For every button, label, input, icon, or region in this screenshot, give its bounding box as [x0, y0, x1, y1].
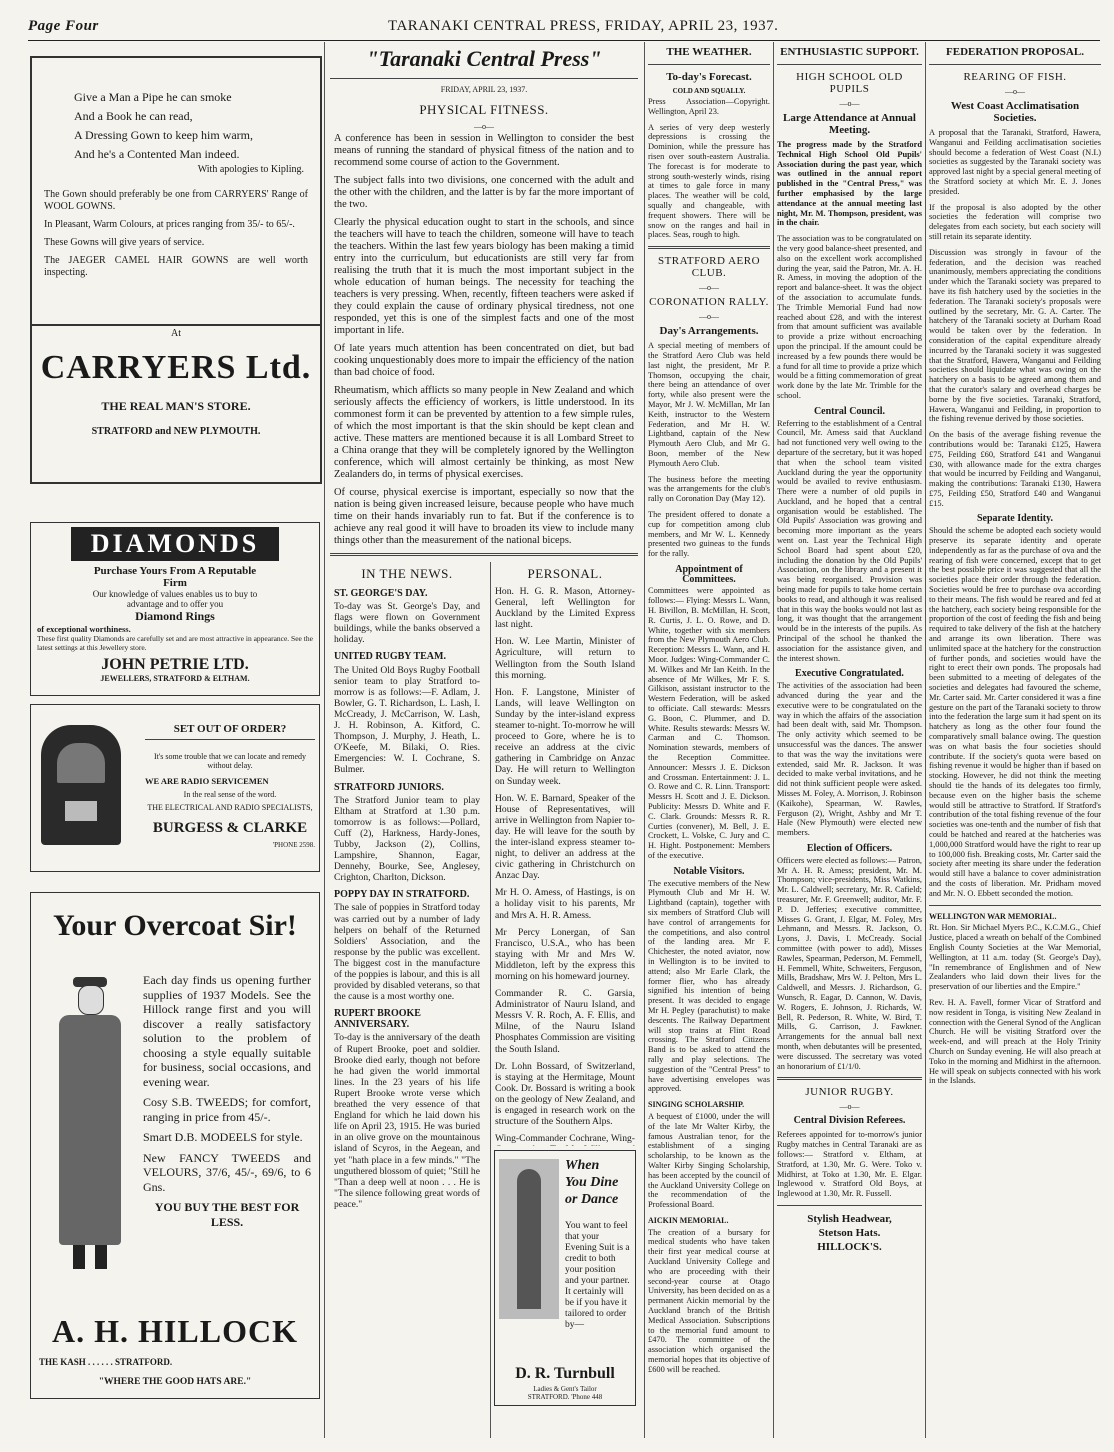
carryers-ad-footer — [30, 322, 322, 484]
federation-text: If the proposal is also adopted by the other societies the federation will comprise two delegates from each society, but each society will still retain its separate identity. — [929, 202, 1101, 241]
turnbull-ad — [494, 1150, 636, 1406]
old-pupils-column: ENTHUSIASTIC SUPPORT. HIGH SCHOOL OLD PUPILS —o— Large Attendance at Annual Meeting. The progress made by the Stratford Technical High School Old Pupils' Association during the past year, which was outlined in the annual report published in the "Central Press," was further emphasised by the large attendance at the annual meeting last night, Mr. M. Thompson, president, was in the chair. The association was to be congratulated on the very good balance-sheet presented, and also on the excellent work accomplished during the year, said the Patron, Mr. A. H. R. Amess, in moving the adoption of the report and balance-sheet. It was the object of the association to accumulate funds. The Trimble Memorial Fund had now reached about £28, and with the interest from that amount sufficient was available to provide a prize without encroaching upon the principal. If the amount could be increased by a few pounds there would be a fund for all time to provide a prize which would be a fitting commemoration of great work done by the late Mr. Trimble for the school. Central Council. Referring to the establishment of a Central Council, Mr. Amess said that Auckland had not functioned very well owing to the departure of the secretary, but it was hoped that when the school team visited Auckland during the year the opportunity would be availed to revive enthusiasm. There were a number of old pupils in Auckland, and he hoped that a central organisation would be established. The Old Pupils' Association was growing and becoming more important as the years went on. Last year the Technical High School Board had spent about £20, including the donation by the Old Pupils' Association, on the library and a present it was being reorganised. Provision was being made for pupils to take home certain books to read, and although it was realised that in this way the books would not last as long, it was thought that the arrangement would be in the interests of the pupils. As Principal of the school he thanked the association for the assistance given, and the interest shown. Executive Congratulated. The activities of the association had been advanced during the year and the executive were to be congratulated on the way in which the affairs of the association had been dealt with, said Mr. Thompson. The only activity which seemed to be unsuccessful was the dances. The answer to that was the way the invitations were extended, said Mr. R. Jackson. It was decided to make verbal invitations, and he did not think sufficient people were asked. Misses M. Foley, A. Morrison, J. Robinson (Kaikohe), Spearman, W. Rawles, Ferguson (2), Wright, Ashby and Mr T. Hale (New Plymouth) were elected new members. Election of Officers. Officers were elected as follows:— Patron, Mr A. H. R. Amess; president, Mr. M. Thompson; vice-presidents, Miss Watkins, Mr. L. Caldwell; secretary, Mr. R. Cafield; treasurer, Mr. F. Greenwell; auditor, Mr. F. P. D. Jefferies; executive committee, Misses G. Grant, J. Elgar, M. Foley, Mrs Lehmann, and Messrs. R. Jackson, O. Lyons, J. Davis, I. McCready. Social committee (with power to add), Misses Rawles, Spearman, Pederson, M. Femmell, H. Femmell, White, Schweiters, Ferguson, Mills, Bradshaw, Mrs W. J. Pelton, Mrs L. Caldwell, and Messrs. J. Richardson, G. Wunsch, R. Eagar, D. Cannon, W. Davis, W. Rogers, E. Johnson, J. Richards, W. Bell, R. Pederson, R. White, W. Bird, T. Mills, G. Carrison, J. Fawkner. Arrangements for the annual ball next month, when debutantes will be presented, were discussed. The secretary was voted an honorarium of £1/1/0. JUNIOR RUGBY. —o— Central Division Referees. Referees appointed for to-morrow's junior Rugby matches in Central Taranaki are as follows:— Stratford v. Eltham, at Stratford, at 1.30, Mr. G. Were. Toko v. Midhirst, at Toko at 1.30, Mr. E. Elgar. Inglewood v. Stratford Old Boys, at Inglewood at 1.30, Mr. R. Fussell. Stylish Headwear, Stetson Hats. HILLOCK'S. — [777, 46, 922, 1253]
hillock-ad — [30, 892, 320, 1399]
hillock-headline: Your Overcoat Sir! — [53, 909, 297, 942]
carryers-slogan: THE REAL MAN'S STORE. — [101, 399, 251, 413]
page-number: Page Four — [28, 18, 99, 34]
column-rule — [925, 42, 926, 1438]
poem-line: Give a Man a Pipe he can smoke — [74, 90, 232, 104]
petrie-headline: Purchase Yours From A Reputable Firm — [93, 565, 257, 589]
petrie-text: of exceptional worthiness. — [37, 624, 131, 634]
federation-column: FEDERATION PROPOSAL. REARING OF FISH. —o— West Coast Acclimatisation Societies. A proposal that the Taranaki, Stratford, Hawera, Wanganui and Feilding acclimatisation societies should become a federation of West Coast (N.I.) societies as suggested by the Taranaki society was approved last night by a special general meeting of the Stratford society at which Mr. E. J. Jones presided. If the proposal is also adopted by the other societies the federation will comprise two delegates from each society, but each society will still retain its separate identity. Discussion was strongly in favour of the federation, and the decision was reached unanimously, members appreciating the conditions under which the Taranaki society was prepared to have its fish hatchery used by the societies in the federation. The Taranaki society's proposals were outlined by the secretary, Mr. G. A. Carter. The hatchery of the Taranaki society at Durham Road would be taken over by the federation. In consideration of the capital expenditure already incurred by the Taranaki society it was suggested that the Stratford, Hawera, Wanganui and Feilding societies should liquidate what was owing on the hatchery on a basis to be agreed among them and that the curator's salary and overhead charges be borne by the five societies. Taranaki, Stratford, Hawera, Wanganui and Feilding, in proportion to the fishing revenue derived by those societies. On the basis of the average fishing revenue the contributions would be: Taranaki £125, Hawera £75, Feilding £60, Stratford £41 and Wanganui £30, with allowance made for the extra charges that would be incurred by Feilding and Wanganui, making the contributions: Taranaki £130, Hawera £75, Feilding £50, Stratford £40 and Wanganui £15. Separate Identity. Should the scheme be adopted each society would preserve its separate identity and operate independently as far as the purchase of ova and the rearing of fish were concerned, except that to get the best possible price it was suggested that all the societies place their order through the federation. Societies would be free to purchase ova according to their means. The fish would be reared and fed at the hatchery, each society being responsible for the proportion of the cost of feeding the fish and being required to take delivery of the fish at the hatchery and arrange its own liberation. There was unlimited space at the hatchery for the construction of further ponds, and societies would have the right to erect their own ponds. The proposals had been submitted to a meeting of delegates of the societies and delegates had favoured the scheme, Mr. Carter said. Mr. Carter considered it was a fine gesture on the part of the Taranaki society to throw into the federation the large sum it had spent on its hatchery as long as the other four found the comparatively small balance owing. The question was on what basis the four societies should contribute. If the society's quota were based on fishing revenue it would be higher than if based on stocking. However, he did not think the meeting should tie the hands of its delegates too firmly, because even on the higher basis the scheme would still be attractive to Stratford. If Stratford's contribution of the total fishing revenue of the four societies was one-tenth and the number of fish that could be hatched and reared at the hatcheries was 1,000,000 Stratford would have the right to rear up to 100,000 fish. Breaking costs, Mr. Carter said the society after meeting its share under the federation would still have a balance to cover administration and the costs of liberation. Mr. Pridham moved and Mr. N. O. Ebbett seconded the motion. WELLINGTON WAR MEMORIAL. Rt. Hon. Sir Michael Myers P.C., K.C.M.G., Chief Justice, placed a wreath on behalf of the Combined English County Societies at the War Memorial, Wellington, at 11 a.m. today (St. George's Day), "In remembrance of Englishmen and of New Zealanders who laid down their lives for the preservation of our liberties and the Empire." Rev. H. A. Favell, former Vicar of Stratford and now resident in Tonga, is visiting New Zealand in connection with the General Synod of the Anglican Church. He will be visiting Stratford over the week-end, and will preach at the Holy Trinity Church on Sunday evening. He will also preach at Toko in the morning and Midhirst in the afternoon. He will speak on subjects connected with his work in the Islands. — [929, 46, 1101, 1086]
aero-text: Committees were appointed as follows:— Flying: Messrs L. Wann, H. Bivillon, B. McMillan, H. Scott, R. Curtis, J. L. O. Rowe, and D. White, together with six members from the New Plymouth Aero Club. Reception: Messrs L. Wann, and H. Moor. Judges: Wing-Commander C. M. Wilkes and Mr Ian Keith. In the absence of Mr Wilkes, Mr F. S. Gilkison, assistant instructor to the Western Federation, will be asked to officiate. Call stewards: Messrs G. Boon, C. Plummer, and D. White. Results stewards: Messrs W. Carman and C. Thomson. Nomination stewards, members of the Reception Committee. Announcer: Messrs J. E. Dickson and Crossman. Entertainment: J. L. O. Rowe and C. R. Linn. Transport: Messrs H. Scott and J. E. Dickson. Publicity: Messrs D. White and F. C. Clark. Grounds: Messrs R. R. Curties (convener), M. Bell, J. E. Crockett, L. Volske, C. Jury and C. H. Hight. Postponement: Members of the executive. — [648, 586, 770, 860]
federation-headline2: REARING OF FISH. — [963, 71, 1067, 83]
editorial-headline: PHYSICAL FITNESS. — [419, 102, 549, 117]
federation-text: Rev. H. A. Favell, former Vicar of Stratford and now resident in Tonga, is visiting New Zealand in connection with the General Synod of the Anglican Church. He will be visiting Stratford over the week-end, and will preach at the Holy Trinity Church on Sunday evening. He will also preach at Toko in the morning and Midhirst in the afternoon. He will speak on subjects connected with his work in the Islands. — [929, 997, 1101, 1086]
editorial-date: FRIDAY, APRIL 23, 1937. — [440, 85, 528, 94]
petrie-text: Our knowledge of values enables us to buy to advantage and to offer you — [92, 589, 258, 609]
aero-text: A special meeting of members of the Stratford Aero Club was held last night, the president, Mr P. Thomson, occupying the chair, there being an attendance of over forty, while also present were the Mayor, Mr J. W. McMillan, Mr Ian Keith, instructor to the Western Federation, and Mr H. W. Lightband, captain of the New Plymouth Aero Club, and Mr G. Boon, member of the New Plymouth Aero Club. — [648, 341, 770, 468]
aero-text: The executive members of the New Plymouth Club and Mr H. W. Lightband (captain), together with six members of Stratford Club will have control of arrangements for the competitions, and also control of the landing area. Mr F. Chichester, the noted aviator, now in Wellington is to be invited to attend; also Mr Earle Clark, the former flier, who has already signified his intention of being present. It was decided to engage Mr H. Pegley (parachutist) to make descents. The Railway Department will stop trains at Flint Road crossing. The Stratford Citizens Band is to be asked to attend the rally and play selections. The suggestion of the "Central Press" to have advertising envelopes was approved. — [648, 878, 770, 1094]
ad-text: In Pleasant, Warm Colours, at prices ranging from 35/- to 65/-. — [44, 219, 295, 230]
federation-cap: Separate Identity. — [976, 513, 1054, 525]
editorial-paragraph: Of late years much attention has been concentrated on diet, but bad cooking unquestionably does more to impair the efficiency of the nation than bad choice of food. — [334, 343, 634, 378]
petrie-ad — [30, 522, 320, 696]
editorial-paragraph: The subject falls into two divisions, one concerned with the adult and the other with the children, and the latter is by far the more important of the two. — [334, 175, 634, 210]
news-item-title: STRATFORD JUNIORS. — [334, 781, 444, 793]
turnbull-headline: or Dance — [565, 1192, 619, 1207]
news-item-text: The Stratford Junior team to play Eltham at Stratford at 1.30 p.m. tomorrow is as follows:—Pollard, Cuff (2), Harkness, Hardy-Jones, Tubby, Jackson (2), Collins, Lampshire, Shannon, Eagar, Dennehy, Bourke, See, Anglesey, Crighton, Charlton, Dickson. — [334, 794, 480, 884]
federation-text: Rt. Hon. Sir Michael Myers P.C., K.C.M.G., Chief Justice, placed a wreath on behalf of the Combined English County Societies at the War Memorial, Wellington, at 11 a.m. today (St. George's Day), "In remembrance of Englishmen and of New Zealanders who laid down their lives for the preservation of our liberties and the Empire." — [929, 923, 1101, 992]
federation-text: Should the scheme be adopted each society would preserve its separate identity and operate independently as far as the purchase of ova and the rearing of fish were concerned, except that to get the best possible price it was suggested that all the societies place their order through the federation. Societies would be free to purchase ova according to their means. The fish would be reared and fed at the hatchery, each society being responsible for the proportion of the cost of feeding the fish and being required to take delivery of the fish at the hatchery and arrange its own liberation. There was unlimited space at the hatchery for the construction of further ponds, and societies would have the right to erect their own ponds. The proposals had been submitted to a meeting of delegates of the societies and delegates had favoured the scheme, Mr. Carter said. Mr. Carter considered it was a fine gesture on the part of the Taranaki society to throw into the federation the large sum it had spent on its hatchery as long as the other four found the comparatively small balance owing. The question was on what basis the four societies should contribute. If the society's quota were based on fishing revenue it would be higher than if based on stocking. However, he did not think the meeting should tie the hands of its delegates too firmly, because even on the higher basis the scheme would still be attractive to Stratford. If Stratford's contribution of the total fishing revenue of the four societies was one-tenth and the number of fish that could be hatched and reared at the hatcheries was 1,000,000 Stratford would have the right to rear up to 100,000 fish. Breaking costs, Mr. Carter said the society after meeting its share under the federation would still have a balance to cover administration and the costs of liberation. Mr. Pridham moved and Mr. N. O. Ebbett seconded the motion. — [929, 526, 1101, 898]
ad-at: At — [171, 328, 181, 339]
weather-assoc: Press Association—Copyright. Wellington, April 23. — [648, 97, 770, 116]
oldpupils-text: The association was to be congratulated on the very good balance-sheet presented, and also on the excellent work accomplished during the year, said the Patron, Mr. A. H. R. Amess, in moving the adoption of the report and balance-sheet. It was the object of the association to accumulate funds. The Trimble Memorial Fund had now reached about £28, and with the interest from that amount sufficient was available to provide a prize without encroaching upon the principal. If the amount could be increased by a few pounds there would be a fund for all time to provide a prize which would be a fitting commemoration of great work done by the late Mr. Trimble for the school. — [777, 234, 922, 400]
ad-text: These Gowns will give years of service. — [44, 237, 205, 248]
federation-text: On the basis of the average fishing revenue the contributions would be: Taranaki £125, Hawera £75, Feilding £60, Stratford £41 and Wanganui £30, with allowance made for the extra charges that would be incurred by Feilding and Wanganui, making the contributions: Taranaki £130, Hawera £75, Feilding £50, Stratford £40 and Wanganui £15. — [929, 430, 1101, 508]
petrie-rings: Diamond Rings — [135, 609, 215, 623]
aero-text: The creation of a bursary for medical students who have taken their first year medical course at Auckland University College and who are proceeding with their second-year course at Otago University, has been decided on as a permanent Aickin memorial by the Auckland branch of the British Medical Association. Subscriptions to the memorial fund amount to £470. The committee of the association which organised the memorial hopes that its objective of £600 will be reached. — [648, 1227, 770, 1374]
weather-sub2: COLD AND SQUALLY. — [672, 87, 746, 95]
rugby-text: Referees appointed for to-morrow's junior Rugby matches in Central Taranaki are as follows:— Stratford v. Eltham, at Stratford, at 1.30, Mr. G. Were. Toko v. Midhirst, at Toko at 1.30, Mr. E. Elgar. Inglewood v. Stratford Old Boys, at Inglewood at 1.30, Mr. R. Fussell. — [777, 1130, 922, 1199]
news-item-text: The United Old Boys Rugby Football senior team to play Stratford to-morrow is as follows:—F. Adlam, J. Bowler, G. T. Richardson, L. Lash, I. McCready, J. McCarrison, W. Lash, J. H. Robinson, A. Kitford, C. Thompson, J. Murphy, J. Heath, L. O'Keefe, M. Bilaki, O. Ries. Emergencies: W. I. Cochrane, S. Bulmer. — [334, 664, 480, 776]
hillock-name: A. H. HILLOCK — [52, 1313, 298, 1349]
man-in-overcoat-image — [45, 977, 135, 1277]
oldpupils-cap: Election of Officers. — [806, 842, 893, 854]
poem-line: And a Book he can read, — [74, 109, 193, 123]
oldpupils-sub: Large Attendance at Annual Meeting. — [783, 112, 916, 136]
editorial-paragraph: A conference has been in session in Wellington to consider the best means of running the standard of physical fitness of the nation and to recommend some course of action to the Government. — [334, 133, 634, 168]
oldpupils-text: Officers were elected as follows:— Patron, Mr A. H. R. Amess; president, Mr. M. Thompson; vice-presidents, Miss Watkins, Mr. L. Caldwell; secretary, Mr. R. Cafield; treasurer, Mr. F. Greenwell; auditor, Mr. F. P. D. Jefferies; executive committee, Misses G. Grant, J. Elgar, M. Foley, Mrs Lehmann, and Messrs. R. Jackson, O. Lyons, J. Davis, I. McCready. Social committee (with power to add), Misses Rawles, Spearman, Pederson, M. Femmell, H. Femmell, White, Schweiters, Ferguson, Mills, Bradshaw, Mrs W. J. Pelton, Mrs L. Caldwell, and Messrs. J. Richardson, G. Wunsch, R. Eagar, D. Cannon, W. Davis, W. Rogers, E. Johnson, J. Richards, W. Bell, R. Pederson, R. White, W. Bird, T. Mills, G. Carrison, J. Fawkner. Arrangements for the annual ball next month, when debutantes will be presented, were discussed. The secretary was voted an honorarium of £1/1/0. — [777, 855, 922, 1071]
federation-sub: West Coast Acclimatisation Societies. — [950, 100, 1080, 124]
weather-aero-column: THE WEATHER. To-day's Forecast. COLD AND SQUALLY. Press Association—Copyright. Wellington, April 23. A series of very deep westerly depressions is crossing the Dominion, while the pressure has risen over south-eastern Australia. The forecast is for moderate to strong south-westerly winds, rising at times to gale force in many places. The weather will be cold, squally and changeable, with frequent showers. There will be snow on the ranges and hail in places. Seas, rough to high. STRATFORD AERO CLUB. —o— CORONATION RALLY. —o— Day's Arrangements. A special meeting of members of the Stratford Aero Club was held last night, the president, Mr P. Thomson, occupying the chair, there being an attendance of over forty, while also present were the Mayor, Mr J. W. McMillan, Mr Ian Keith, instructor to the Western Federation, and Mr H. W. Lightband, captain of the New Plymouth Aero Club, and Mr G. Boon, member of the New Plymouth Aero Club. The business before the meeting was the arrangements for the club's rally on Coronation Day (May 12). The president offered to donate a cup for competition among club members, and Mr W. L. Kennedy presented two guineas to the funds for the rally. Appointment of Committees. Committees were appointed as follows:— Flying: Messrs L. Wann, H. Bivillon, B. McMillan, H. Scott, R. Curtis, J. L. O. Rowe, and D. White, together with six members from the New Plymouth Aero Club. Reception: Messrs L. Wann, and H. Moor. Judges: Wing-Commander C. M. Wilkes and Mr Ian Keith. In the absence of Mr Wilkes, Mr F. S. Gilkison, assistant instructor to the Western Federation, will be asked to officiate. Call stewards: Messrs G. Boon, C. Plummer, and D. White. Results stewards: Messrs W. Carman and C. Thomson. Nomination stewards, members of the Reception Committee. Announcer: Messrs J. E. Dickson and Crossman. Entertainment: J. L. O. Rowe and C. R. Linn. Transport: Messrs H. Scott and J. E. Dickson. Publicity: Messrs D. White and F. C. Clark. Grounds: Messrs R. R. Curties (convener), M. Bell, J. E. Crockett, L. Volske, C. Jury and C. H. Hight. Postponement: Members of the executive. Notable Visitors. The executive members of the New Plymouth Club and Mr H. W. Lightband (captain), together with six members of Stratford Club will have control of arrangements for the competitions, and also control of the landing area. Mr F. Chichester, the noted aviator, now in Wellington is to be invited to attend; also Mr Earle Clark, the former flier, who has already signified his intention of being present. It was decided to engage Mr H. Pegley (parachutist) to make descents. The Railway Department will stop trains at Flint Road crossing. The Stratford Citizens Band is to be asked to attend the rally and play selections. The suggestion of the "Central Press" to have advertising envelopes was approved. SINGING SCHOLARSHIP. A bequest of £1000, under the will of the late Mr Walter Kirby, the famous Australian tenor, for the establishment of a singing scholarship, to be known as the Walter Kirby Singing Scholarship, has been accepted by the council of the Auckland University College on the recommendation of the Professional Board. AICKIN MEMORIAL. The creation of a bursary for medical students who have taken their first year medical course at Auckland University College and who are proceeding with their second-year course at Otago University, has been decided on as a permanent Aickin memorial by the Auckland branch of the British Medical Association. Subscriptions to the memorial fund amount to £470. The committee of the association which organised the memorial hopes that its objective of £600 will be reached. — [648, 46, 770, 1374]
oldpupils-intro: The progress made by the Stratford Technical High School Old Pupils' Association during the past year, which was outlined in the annual report published in the "Central Press," was further emphasised by the large attendance at the annual meeting last night, Mr. M. Thompson, president, was in the chair. — [777, 140, 922, 228]
news-item-title: POPPY DAY IN STRATFORD. — [334, 889, 470, 901]
kipling-credit: With apologies to Kipling. — [197, 164, 304, 175]
federation-text: Discussion was strongly in favour of the federation, and the decision was reached unanimously, members appreciating the conditions under which the Taranaki society was prepared to have its fish hatchery used by the societies in the federation. The Taranaki society's proposals were outlined by the secretary, Mr. G. A. Carter. The hatchery of the Taranaki society at Durham Road would be taken over by the federation. In consideration of the capital expenditure already incurred by the Taranaki society it was suggested that the Stratford, Hawera, Wanganui and Feilding societies should liquidate what was owing on the hatchery on a basis to be agreed among them and that the curator's salary and overhead charges be borne by the five societies. Taranaki, Stratford, Hawera, Wanganui and Feilding, in proportion to the fishing revenue derived by those societies. — [929, 247, 1101, 424]
turnbull-name: D. R. Turnbull — [515, 1365, 615, 1382]
hillock-line: Cosy S.B. TWEEDS; for comfort, ranging in price from 45/-. — [143, 1095, 311, 1124]
personal-item: Commander R. C. Garsia, Administrator of Nauru Island, and Messrs V. R. Roch, A. F. Ellis, and Milne, of the Nauru Island Phosphates Commission are visiting the South Island. — [495, 988, 635, 1055]
petrie-name: JOHN PETRIE LTD. — [101, 656, 249, 673]
carryers-ad — [30, 56, 322, 326]
aero-text: A bequest of £1000, under the will of the late Mr Walter Kirby, the famous Australian tenor, for the establishment of a singing scholarship, to be known as the Walter Kirby Singing Scholarship, has been accepted by the council of the Auckland University College on the recommendation of the Professional Board. — [648, 1111, 770, 1210]
personal-item: Hon. W. Lee Martin, Minister of Agriculture, will return to Wellington from the South Island this morning. — [495, 636, 635, 681]
carryers-location: STRATFORD and NEW PLYMOUTH. — [91, 426, 261, 437]
personal-item: Hon. H. G. R. Mason, Attorney-General, left Wellington for Auckland by the Limited Express last night. — [495, 586, 635, 631]
personal-item: Hon. F. Langstone, Minister of Lands, will leave Wellington on Sunday by the inter-island express steamer to-night. To-morrow he will proceed to Gore, where he is to receive an address at the civic gathering in Cambridge on Anzac Day. He will return to Wellington on Sunday week. — [495, 686, 635, 787]
personal-item: Mr Percy Lonergan, of San Francisco, U.S.A., who has been staying with Mr and Mrs W. Middleton, left by the express this morning on his homeward journey. — [495, 926, 635, 982]
oldpupils-text: Referring to the establishment of a Central Council, Mr. Amess said that Auckland had not functioned very well owing to the departure of the secretary, but it was hoped that when the school team visited Auckland during the year the opportunity would be availed to revive enthusiasm. There were a number of old pupils in Auckland, and he hoped that a central organisation would be established. The Old Pupils' Association was growing and becoming more important as the years went on. Last year the Technical High School Board had spent about £20, including the donation by the Old Pupils' Association, on the library and a present it was being reorganised. Provision was being made for pupils to take home certain books to read, and although it was realised that in this way the books would not last as long, it was thought that the arrangement would be in the interests of the pupils. As Principal of the school he thanked the association for the assistance given, and the interest shown. — [777, 418, 922, 663]
oldpupils-cap: Central Council. — [813, 405, 886, 417]
radio-image — [41, 725, 121, 845]
carryers-logo: CARRYERS Ltd. — [40, 349, 312, 386]
burgess-name: BURGESS & CLARKE — [152, 820, 308, 836]
personal-item: Wing-Commander Cochrane, Wing- — [495, 1133, 635, 1145]
burgess-title: SET OUT OF ORDER? — [145, 723, 315, 740]
weather-text: A series of very deep westerly depressions is crossing the Dominion, while the pressure has risen over south-eastern Australia. The forecast is for moderate to strong south-westerly winds, rising at times to gale force in many places. The weather will be cold, squally and changeable, with frequent showers. There will be snow on the ranges and hail in places. Seas, rough to high. — [648, 122, 770, 240]
poem-line: A Dressing Gown to keep him warm, — [74, 128, 253, 142]
petrie-sub: JEWELLERS, STRATFORD & ELTHAM. — [100, 674, 250, 683]
masthead — [28, 18, 1100, 41]
aero-cap: Appointment of Committees. — [675, 563, 743, 585]
news-item-title: ST. GEORGE'S DAY. — [334, 588, 428, 599]
hillock-body: Each day finds us opening further supplies of 1937 Models. See the Hillock range first and you will discover a really satisfactory solution to the problem of choosing a style equally suitable for business, social occasions, and evening wear. — [143, 973, 311, 1089]
masthead-title: TARANAKI CENTRAL PRESS, FRIDAY, APRIL 23, 1937. — [388, 18, 779, 34]
turnbull-address: STRATFORD. 'Phone 448 — [527, 1393, 603, 1401]
dancers-image — [499, 1159, 559, 1319]
news-headline: IN THE NEWS. — [361, 566, 453, 581]
hillock-line: Smart D.B. MODEELS for style. — [143, 1130, 303, 1144]
hillock-line: New FANCY TWEEDS and VELOURS, 37/6, 45/-, 69/6, to 6 Gns. — [143, 1150, 311, 1194]
oldpupils-text: The activities of the association had been advanced during the year and the executive were to be congratulated on the way in which the affairs of the association had been dealt with, said Mr. Thompson. The only activity which seemed to be unsuccessful was the dances. The answer to that was the way the invitations were extended, said Mr. R. Jackson. It was decided to make verbal invitations, and he did not think sufficient people were asked. Misses M. Foley, A. Morrison, J. Robinson (Kaikohe), Spearman, W. Rawles, Ferguson (2), Wright, Ashby and Mr T. Hale (New Plymouth) were elected new members. — [777, 681, 922, 838]
column-rule — [644, 42, 645, 1438]
oldpupils-headline2: HIGH SCHOOL OLD PUPILS — [796, 71, 903, 95]
aero-text: The business before the meeting was the arrangements for the club's rally on Coronation Day (May 12). — [648, 474, 770, 504]
aero-headline: STRATFORD AERO CLUB. — [657, 255, 761, 280]
hillock-foot: THE KASH . . . . . . STRATFORD. — [39, 1357, 173, 1367]
aero-text: The president offered to donate a cup for competition among club members, and Mr W. L. Kennedy presented two guineas to the funds for the rally. — [648, 509, 770, 559]
paper-title: "Taranaki Central Press" — [366, 46, 602, 71]
editorial-paragraph: Rheumatism, which afflicts so many people in New Zealand and which seriously affects the efficiency of workers, is little understood. In its commonest form it can be prevented by attention to a few simple rules, of which the most important is that the skin should be kept clean and active. These matters are mentioned because it is all Lombard Street to a China orange that they will be completely ignored by the Wellington conference, which will almost certainly be thinking, as most New Zealanders do, in terms of physical exercises. — [334, 385, 634, 480]
hillock-small-ad: Stylish Headwear, — [807, 1212, 892, 1225]
turnbull-text: You want to feel that your Evening Suit is a credit to both your position and your partner. It certainly will be if you have it tailored to order by— — [565, 1221, 630, 1330]
turnbull-headline: When — [565, 1158, 600, 1173]
editorial-paragraph: Of course, physical exercise is important, especially so now that the nation is being given increased leisure, because people who have much time on their hands invariably run to fat. But if the conference is to achieve any real good it will have to broaden its view to include many things other than the measurement of the national biceps. — [334, 487, 634, 546]
personal-item: Mr H. O. Amess, of Hastings, is on a holiday visit to his parents, Mr and Mrs A. H. R. Amess. — [495, 887, 635, 921]
hillock-slogan: "WHERE THE GOOD HATS ARE." — [98, 1377, 252, 1387]
federation-headline: FEDERATION PROPOSAL. — [946, 46, 1084, 58]
column-rule — [773, 42, 774, 1438]
burgess-text: WE ARE RADIO SERVICEMEN — [145, 776, 269, 786]
burgess-phone: 'PHONE 2598. — [272, 841, 315, 849]
burgess-text: THE ELECTRICAL AND RADIO SPECIALISTS, — [147, 803, 313, 812]
aero-cap: AICKIN MEMORIAL. — [648, 1215, 729, 1225]
oldpupils-cap: Executive Congratulated. — [795, 668, 904, 680]
news-item-text: The sale of poppies in Stratford today was carried out by a number of lady helpers on behalf of the Returned Soldiers' Association, and the response by the public was excellent. The biggest cost in the manufacture of the poppies is labour, and this is all provided by disabled veterans, so that the cause is a most worthy one. — [334, 902, 480, 1003]
editorial-column: "Taranaki Central Press" FRIDAY, APRIL 23, 1937. PHYSICAL FITNESS. —o— A conference has been in session in Wellington to consider the best means of running the standard of physical fitness of the nation and to recommend some course of action to the Government. The subject falls into two divisions, one concerned with the adult and the other with the children, and the latter is by far the more important of the two. Clearly the physical education ought to start in the schools, and since the teachers will have to teach the children, someone will have to teach the teachers. Within the last few years biology has been making a timid entry into the curriculum, but educationists are still very far from realising the truth that it is much the most important subject in the whole education of human beings. The necessity for teaching the teachers is very pressing. When, recently, fifteen teachers were asked if they could explain the cause of ordinary physical tiredness, not one responded, yet this is one of the simplest facts and one of the most important in life. Of late years much attention has been concentrated on diet, but bad cooking unquestionably does more to impair the efficiency of the nation than bad choice of food. Rheumatism, which afflicts so many people in New Zealand and which seriously affects the efficiency of workers, is little understood. In its commonest form it can be prevented by attention to a few simple rules, of which the most important is that the skin should be kept clean and active. These matters are mentioned because it is all Lombard Street to a China orange that they will be completely ignored by the Wellington conference, which will almost certainly be thinking, as most New Zealanders do, in terms of physical exercises. Of course, physical exercise is important, especially so now that the nation is being given increased leisure, because people who have much time on their hands invariably run to fat. But if the conference is to achieve any real good it will have to broaden its view to include many things other than the measurement of the national biceps. IN THE NEWS. ST. GEORGE'S DAY. To-day was St. George's Day, and flags were flown on Government buildings, while the banks observed a holiday. UNITED RUGBY TEAM. The United Old Boys Rugby Football senior team to play Stratford to-morrow is as follows:—F. Adlam, J. Bowler, G. T. Richardson, L. Lash, I. McCready, J. McCarrison, W. Lash, J. H. Robinson, A. Kitford, C. Thompson, J. Murphy, J. Heath, L. O'Keefe, M. Bilaki, O. Ries. Emergencies: W. I. Cochrane, S. Bulmer. STRATFORD JUNIORS. The Stratford Junior team to play Eltham at Stratford at 1.30 p.m. tomorrow is as follows:—Pollard, Cuff (2), Harkness, Hardy-Jones, Tubby, Jackson (2), Collins, Lampshire, Shannon, Eagar, Dennehy, Bourke, See, Anglesey, Crighton, Charlton, Dickson. POPPY DAY IN STRATFORD. The sale of poppies in Stratford today was carried out by a number of lady helpers on behalf of the Returned Soldiers' Association, and the response by the public was excellent. The biggest cost in the manufacture of the poppies is labour, and this is all provided by disabled veterans, so that the cause is a most worthy one. RUPERT BROOKE ANNIVERSARY. To-day is the anniversary of the death of Rupert Brooke, poet and soldier. Brooke died early, though not before he had given the world immortal lines. In the 23 years of his life Rupert Brooke wrote verse which breathed the very essence of that England for which he laid down his life on April 23, 1915. He was buried in an olive grove on the mountainous island of Scyros, in the Aegean, and yet "hath place in a few minds." "The unguthered blossom of quiet; "Still he "Than a deep well at noon . . . He is "The silence following great words of peace." PERSONAL. Hon. H. G. R. Mason, Attorney-General, left Wellington for Auckland by the Limited Express last night. Hon. W. Lee Martin, Minister of Agriculture, will return to Wellington from the South Island this morning. Hon. F. Langstone, Minister of Lands, will leave Wellington on Sunday by the inter-island express steamer to-night. To-morrow he will proceed to Gore, where he is to receive an address at the civic gathering in Cambridge on Anzac Day. He will return to Wellington on Sunday week. Hon. W. E. Barnard, Speaker of the House of Representatives, will arrive in Wellington from Napier to-day. He will leave for the south by the inter-island express steamer to-night, to deliver an address at the civic gathering in Christchurch on Anzac Day. Mr H. O. Amess, of Hastings, is on a holiday visit to his parents, Mr and Mrs A. H. R. Amess. Mr Percy Lonergan, of San Francisco, U.S.A., who has been staying with Mr and Mrs W. Middleton, left by the express this morning on his homeward journey. Commander R. C. Garsia, Administrator of Nauru Island, and Messrs V. R. Roch, A. F. Ellis, and Milne, of the Nauru Island Phosphates Commission are visiting the South Island. Dr. Lohn Bossard, of Switzerland, is staying at the Hermitage, Mount Cook. Dr. Bossard is writing a book on the geology of New Zealand, and is engaged in research work on the structure of the Southern Alps. Wing-Commander Cochrane, Wing- When You Dine or Dance You want to feel that your Evening Suit is a credit to both your position and your partner. It certainly will be if you have it tailored to order by— D. R. Turnbull Ladies & Gent's Tailor STRATFORD. 'Phone 448 — [330, 42, 638, 1438]
rugby-headline: JUNIOR RUGBY. — [805, 1086, 894, 1099]
rugby-sub: Central Division Referees. — [793, 1115, 906, 1127]
news-item-title: UNITED RUGBY TEAM. — [334, 651, 446, 663]
ad-text: The JAEGER CAMEL HAIR GOWNS are well worth inspecting. — [44, 255, 308, 278]
burgess-clarke-ad — [30, 704, 320, 872]
news-item-text: To-day is the anniversary of the death of Rupert Brooke, poet and soldier. Brooke died early, though not before he had given the world immortal lines. In the 23 years of his life Rupert Brooke wrote verse which breathed the very essence of that England for which he laid down his life on April 23, 1915. He was buried in an olive grove on the mountainous island of Scyros, in the Aegean, and yet "hath place in a few minds." "The unguthered blossom of quiet; "Still he "Than a deep well at noon . . . He is "The silence following great words of peace." — [334, 1032, 480, 1210]
aero-headline2: CORONATION RALLY. — [649, 296, 769, 309]
poem-line: And he's a Contented Man indeed. — [74, 147, 240, 161]
petrie-text: These first quality Diamonds are carefully set and are most attractive in appearance. See the latest settings at this Jewellery store. — [37, 634, 313, 652]
diamonds-banner: DIAMONDS — [71, 527, 279, 561]
hillock-line: YOU BUY THE BEST FOR LESS. — [154, 1200, 300, 1229]
aero-cap: SINGING SCHOLARSHIP. — [648, 1100, 745, 1110]
turnbull-sub: Ladies & Gent's Tailor — [533, 1385, 597, 1393]
federation-cap: WELLINGTON WAR MEMORIAL. — [929, 911, 1057, 921]
column-rule — [324, 42, 325, 1438]
ad-text: The Gown should preferably be one from CARRYERS' Range of WOOL GOWNS. — [44, 189, 308, 212]
news-item-title: RUPERT BROOKE ANNIVERSARY. — [334, 1008, 421, 1031]
personal-headline: PERSONAL. — [527, 566, 603, 581]
turnbull-headline: You Dine — [565, 1175, 619, 1190]
editorial-paragraph: Clearly the physical education ought to start in the schools, and since the teachers will have to teach the children, someone will have to teach the teachers. Within the last few years biology has been making a timid entry into the curriculum, but educationists are still very far from realising the truth that it is much the most important subject in the whole education of human beings. The necessity for teaching the teachers is very pressing. When, recently, fifteen teachers were asked if they could explain the cause of ordinary physical tiredness, not one responded, yet this is one of the simplest facts and one of the most important in life. — [334, 217, 634, 336]
news-item-text: To-day was St. George's Day, and flags were flown on Government buildings, while the banks observed a holiday. — [334, 601, 480, 646]
personal-item: Dr. Lohn Bossard, of Switzerland, is staying at the Hermitage, Mount Cook. Dr. Bossard is writing a book on the geology of New Zealand, and is engaged in research work on the structure of the Southern Alps. — [495, 1060, 635, 1128]
federation-text: A proposal that the Taranaki, Stratford, Hawera, Wanganui and Feilding acclimatisation societies should become a federation of West Coast (N.I.) societies as suggested by the Taranaki society was approved last night by a special general meeting of the Stratford society at which Mr. E. J. Jones presided. — [929, 128, 1101, 196]
hillock-small-ad: Stetson Hats. — [818, 1226, 881, 1239]
hillock-small-ad: HILLOCK'S. — [817, 1240, 882, 1253]
burgess-text: In the real sense of the word. — [183, 790, 277, 799]
in-the-news — [330, 562, 484, 1438]
aero-cap: Notable Visitors. — [673, 865, 745, 877]
oldpupils-headline: ENTHUSIASTIC SUPPORT. — [780, 46, 919, 58]
aero-sub: Day's Arrangements. — [659, 325, 759, 338]
weather-sub: To-day's Forecast. — [666, 71, 752, 83]
burgess-text: It's some trouble that we can locate and remedy without delay. — [153, 752, 307, 770]
personal-item: Hon. W. E. Barnard, Speaker of the House of Representatives, will arrive in Wellington from Napier to-day. He will leave for the south by the inter-island express steamer to-night, to deliver an address at the civic gathering in Christchurch on Anzac Day. — [495, 792, 635, 882]
weather-headline: THE WEATHER. — [666, 46, 752, 58]
